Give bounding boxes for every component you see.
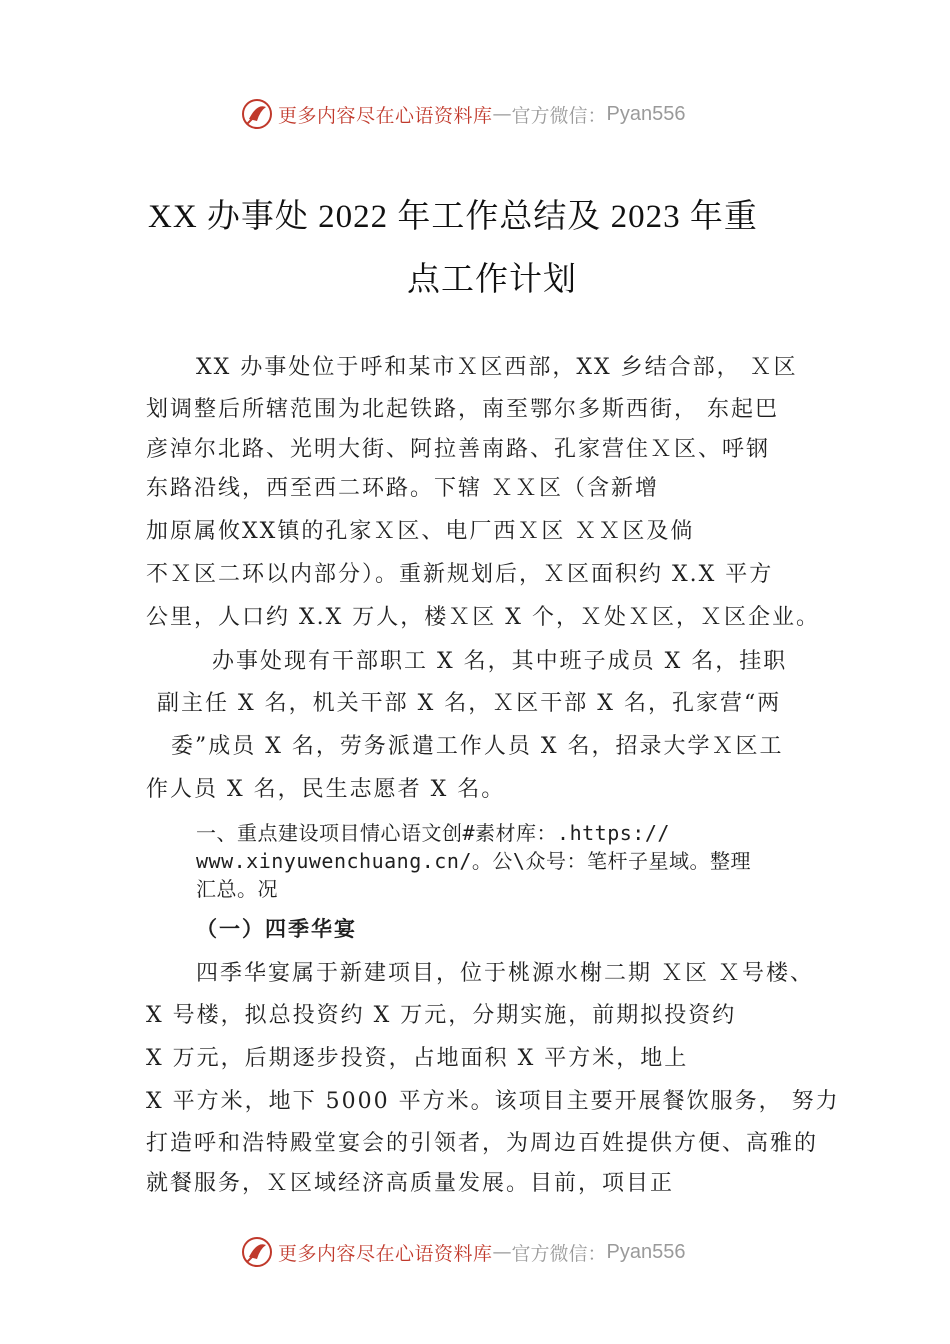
paragraph-1-line: 加原属攸XX镇的孔家Ｘ区、电厂西Ｘ区 ＸＸ区及倘: [146, 519, 695, 544]
paragraph-2-line: 委”成员 X 名，劳务派遣工作人员 X 名，招录大学Ｘ区工: [171, 734, 784, 759]
section-heading-line: 一、重点建设项目情心语文创#素材库：.https://: [196, 821, 670, 845]
paragraph-1-line: 不Ｘ区二环以内部分）。重新规划后，Ｘ区面积约 X.X 平方: [146, 562, 774, 587]
subsection-heading: （一）四季华宴: [196, 916, 357, 941]
watermark-banner-top: [240, 96, 686, 132]
paragraph-1-line: 划调整后所辖范围为北起铁路，南至鄂尔多斯西街， 东起巴: [146, 397, 779, 422]
document-title-line-2: 点工作计划: [407, 262, 577, 298]
watermark-wechat-id: Pyan556: [606, 1240, 686, 1263]
paragraph-1-line: 东路沿线，西至西二环路。下辖 ＸＸ区（含新增: [146, 476, 659, 501]
paragraph-3-line: 就餐服务，Ｘ区域经济高质量发展。目前，项目正: [146, 1171, 675, 1196]
watermark-wechat-label: 官方微信：: [511, 104, 607, 127]
brush-logo-icon: [240, 1235, 274, 1269]
paragraph-3-line: 四季华宴属于新建项目，位于桃源水榭二期 Ｘ区 Ｘ号楼、: [196, 961, 814, 986]
watermark-wechat-label: 官方微信：: [511, 1242, 607, 1265]
watermark-text: 更多内容尽在心语资料库: [278, 104, 493, 127]
paragraph-3-line: 打造呼和浩特殿堂宴会的引领者，为周边百姓提供方便、高雅的: [146, 1131, 819, 1156]
watermark-wechat-id: Pyan556: [606, 102, 686, 125]
paragraph-2-line: 副主任 X 名，机关干部 X 名，Ｘ区干部 X 名，孔家营“两: [157, 691, 782, 716]
paragraph-3-line: X 平方米，地下 5000 平方米。该项目主要开展餐饮服务， 努力: [146, 1089, 840, 1114]
paragraph-1-line: XX 办事处位于呼和某市Ｘ区西部，XX 乡结合部， Ｘ区: [196, 355, 798, 380]
watermark-text: 更多内容尽在心语资料库: [278, 1242, 493, 1265]
brush-logo-icon: [240, 97, 274, 131]
section-heading-line: 汇总。况: [196, 877, 278, 901]
document-title-line-1: XX 办事处 2022 年工作总结及 2023 年重: [148, 199, 758, 235]
section-heading-line: www.xinyuwenchuang.cn/。公\众号：笔杆子星域。整理: [196, 849, 751, 873]
paragraph-2-line: 办事处现有干部职工 X 名，其中班子成员 X 名，挂职: [212, 649, 788, 674]
paragraph-3-line: X 号楼，拟总投资约 X 万元，分期实施，前期拟投资约: [146, 1003, 737, 1028]
watermark-banner-bottom: [240, 1234, 686, 1270]
paragraph-2-line: 作人员 X 名，民生志愿者 X 名。: [146, 777, 506, 802]
paragraph-3-line: X 万元，后期逐步投资，占地面积 X 平方米，地上: [146, 1046, 689, 1071]
paragraph-1-line: 公里，人口约 X.X 万人，楼Ｘ区 X 个，Ｘ处Ｘ区，Ｘ区企业。: [146, 605, 820, 630]
watermark-dash: —: [492, 103, 512, 125]
watermark-dash: —: [492, 1241, 512, 1263]
paragraph-1-line: 彦淖尔北路、光明大街、阿拉善南路、孔家营住Ｘ区、呼钢: [146, 437, 771, 462]
